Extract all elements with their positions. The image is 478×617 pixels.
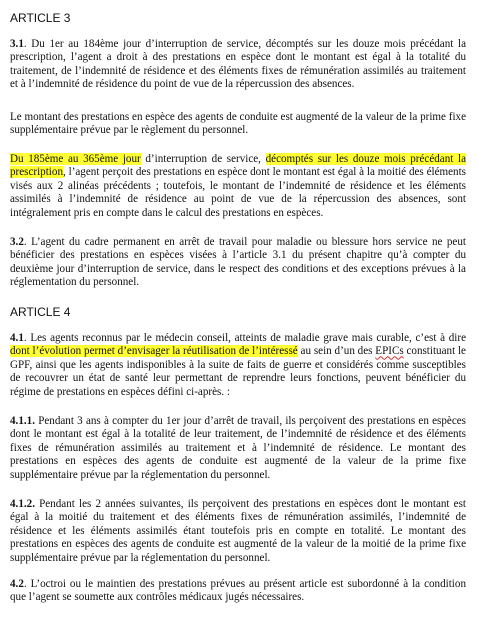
section-number: 4.2 — [10, 578, 24, 590]
paragraph-4-2 — [10, 578, 466, 605]
section-number: 3.1 — [10, 38, 24, 50]
section-number: 4.1.2. — [10, 498, 35, 510]
section-number: 3.2 — [10, 236, 24, 248]
section-number: 4.1.1. — [10, 415, 35, 427]
paragraph-text: Pendant les 2 années suivantes, ils perçoivent des prestations en espèces dont le montant est égal à la moitié du traitement et des éléments fixes de rémunération assimilés, l’indemnité de résidence et les éléments assimilés étant toutefois pris en compte en totalité. Le montant des prestations en espèces des agents de conduite est augmenté de la valeur de la moitié de la prime fixe supplémentaire prévue par la réglementation du personnel. — [10, 498, 466, 564]
paragraph-3-1-conduite: Le montant des prestations en espèce des agents de conduite est augmenté de la valeur de la prime fixe supplémentaire prévue par le règlement du personnel. — [10, 111, 466, 137]
paragraph-3-2 — [10, 236, 466, 290]
spellcheck-flagged-word[interactable]: EPICs — [375, 345, 404, 358]
highlighted-text: dont l’évolution permet d’envisager la réutilisation de l’intéressé — [10, 345, 298, 358]
paragraph-text: . L’agent du cadre permanent en arrêt de travail pour maladie ou blessure hors service ne peut bénéficier des prestations en espèces visées à l’article 3.1 du présent chapitre qu’à compter du deuxième jour d’interruption de service, dans le respect des conditions et des exceptions prévues à la réglementation du personnel. — [10, 236, 466, 289]
section-number: 4.1 — [10, 332, 24, 344]
paragraph-3-1-second-period — [10, 153, 466, 220]
paragraph-text: d’interruption de service, — [140, 153, 266, 165]
paragraph-3-1 — [10, 38, 466, 92]
highlighted-text: décomptés sur les douze mois précédant la prescription — [10, 153, 466, 179]
paragraph-text: au sein d’un des — [297, 345, 376, 358]
article-4-heading: ARTICLE 4 — [10, 305, 71, 319]
paragraph-4-1 — [10, 332, 466, 399]
paragraph-4-1-1 — [10, 415, 466, 482]
paragraph-text: . Du 1er au 184ème jour d’interruption de service, décomptés sur les douze mois précédant la prescription, l’agent a droit à des prestations en espèce dont le montant est égal à la totalité du traitement, de l’indemnité de résidence et des éléments fixes de rémunération assimilés au traitement et à l’indemnité de résidence du point de vue de la répercussion des absences. — [10, 38, 466, 91]
highlighted-text: Du 185ème au 365ème jour — [10, 153, 141, 165]
paragraph-text: , l’agent perçoit des prestations en espèce dont le montant est égal à la moitié des éléments visés aux 2 alinéas précédents ; toutefois, le montant de l’indemnité de résidence et les éléments assimilés à l’indemnité de résidence au point de vue de la répercussion des absences, sont intégralement pris en compte dans le calcul des prestations en espèces. — [10, 166, 466, 219]
paragraph-text: . L’octroi ou le maintien des prestations prévues au présent article est subordonné à la condition que l’agent se soumette aux contrôles médicaux jugés nécessaires. — [10, 578, 466, 604]
article-3-heading: ARTICLE 3 — [10, 11, 71, 25]
paragraph-4-1-2 — [10, 498, 466, 565]
paragraph-text: constituant le GPF, ainsi que les agents indisponibles à la suite de faits de guerre et considérés comme susceptibles de recouvrer un état de santé leur permettant de reprendre leurs fonctions, peuvent bénéficier du régime de prestations en espèces défini ci-après. : — [10, 345, 466, 398]
paragraph-text: . Les agents reconnus par le médecin conseil, atteints de maladie grave mais curable, c’est à dire — [23, 332, 466, 344]
paragraph-text: Pendant 3 ans à compter du 1er jour d’arrêt de travail, ils perçoivent des prestations en espèces dont le montant est égal à la totalité de leur traitement, de l’indemnité de résidence et des éléments fixes de rémunération assimilés au traitement et à l’indemnité de résidence. Le montant des prestations en espèces des agents de conduite est augmenté de la valeur de la prime fixe supplémentaire prévue par la réglementation du personnel. — [10, 415, 466, 481]
